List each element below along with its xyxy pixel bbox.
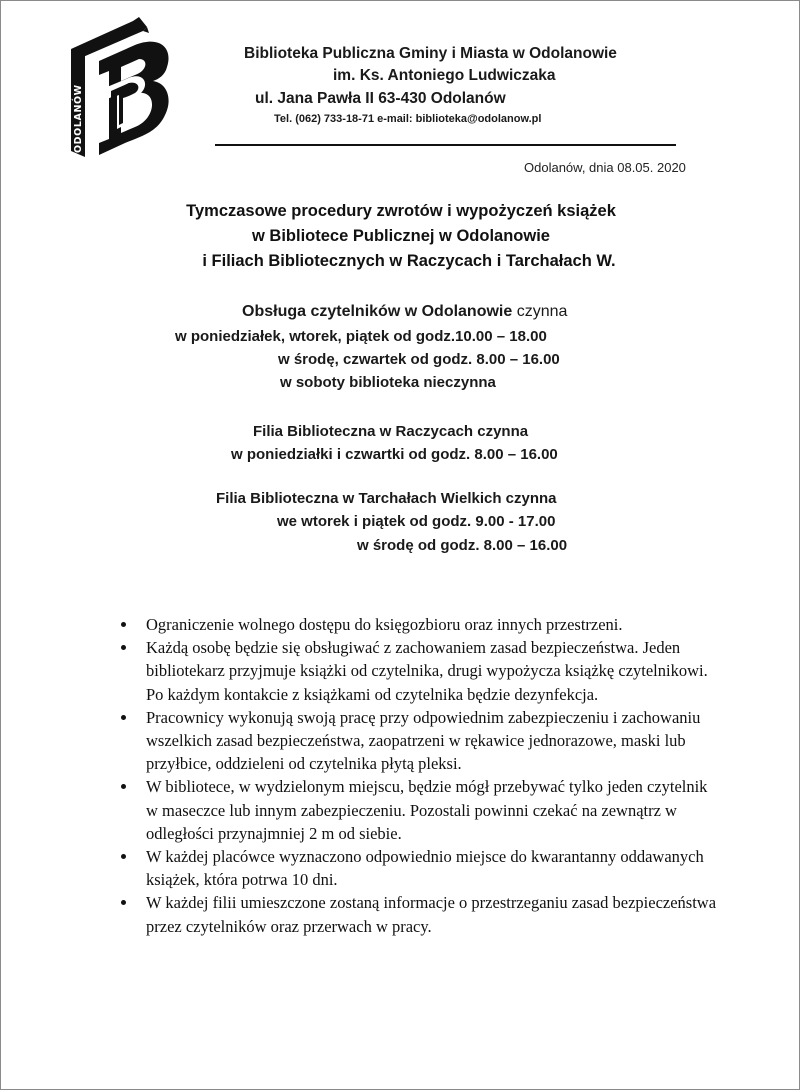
rule-item: [117, 613, 717, 636]
library-patron: im. Ks. Antoniego Ludwiczaka: [333, 67, 556, 84]
bullet-icon: [121, 622, 126, 627]
library-logo: [69, 15, 175, 159]
library-address: ul. Jana Pawła II 63-430 Odolanów: [255, 90, 506, 107]
rule-item: [117, 636, 717, 706]
rule-text: W bibliotece, w wydzielonym miejscu, będzie mógł przebywać tylko jeden czytelnik w maseczce lub innym zabezpieczeniu. Pozostali powinni czekać na zewnątrz w odległości przynajmniej 2 m od siebie.: [146, 777, 708, 843]
rule-item: [117, 845, 717, 891]
bullet-icon: [121, 645, 126, 650]
library-name: Biblioteka Publiczna Gminy i Miasta w Odolanowie: [244, 45, 617, 62]
odolanow-heading-bold: Obsługa czytelników w Odolanowie: [242, 303, 513, 320]
bullet-icon: [121, 854, 126, 859]
rule-text: W każdej placówce wyznaczono odpowiednio miejsce do kwarantanny oddawanych książek, która potrwa 10 dni.: [146, 847, 704, 890]
raczyce-hours-line: w poniedziałki i czwartki od godz. 8.00 – 16.00: [231, 446, 558, 463]
procedure-rules-list: [117, 613, 717, 938]
odolanow-hours-heading: [242, 303, 567, 321]
rule-item: [117, 706, 717, 776]
logo-spine-text: ODOLANÓW: [73, 84, 84, 153]
rule-text: W każdej filii umieszczone zostaną informacje o przestrzeganiu zasad bezpieczeństwa przez czytelników oraz przerwach w pracy.: [146, 893, 717, 936]
odolanow-hours-line: w środę, czwartek od godz. 8.00 – 16.00: [278, 351, 560, 368]
rule-item: [117, 775, 717, 845]
rule-text: Pracownicy wykonują swoją pracę przy odpowiednim zabezpieczeniu i zachowaniu wszelkich zasad bezpieczeństwa, zaopatrzeni w rękawice jednorazowe, maski lub przyłbice, oddzieleni od czytelnika płytą pleksi.: [146, 707, 701, 774]
document-date: Odolanów, dnia 08.05. 2020: [524, 160, 686, 175]
tarchaly-hours-line: we wtorek i piątek od godz. 9.00 - 17.00: [277, 513, 556, 530]
rule-item: [117, 891, 717, 937]
bullet-icon: [121, 715, 126, 720]
odolanow-heading-suffix: czynna: [512, 303, 568, 320]
header-divider: [215, 144, 676, 146]
bullet-icon: [121, 784, 126, 789]
tarchaly-hours-line: w środę od godz. 8.00 – 16.00: [357, 537, 568, 554]
document-title-line-1: Tymczasowe procedury zwrotów i wypożyczeń książek: [186, 202, 616, 220]
library-contact: Tel. (062) 733-18-71 e-mail: biblioteka@odolanow.pl: [274, 113, 542, 125]
odolanow-hours-line: w soboty biblioteka nieczynna: [280, 374, 496, 391]
tarchaly-hours-heading: Filia Biblioteczna w Tarchałach Wielkich czynna: [216, 490, 557, 507]
document-title-line-3: i Filiach Bibliotecznych w Raczycach i Tarchałach W.: [202, 252, 616, 270]
raczyce-hours-heading: Filia Biblioteczna w Raczycach czynna: [253, 423, 529, 440]
rule-text: Każdą osobę będzie się obsługiwać z zachowaniem zasad bezpieczeństwa. Jeden bibliotekarz przyjmuje książki od czytelnika, drugi wypożycza książkę czytelnikowi. Po każdym kontakcie z książkami od czytelnika będzie dezynfekcja.: [146, 638, 708, 704]
logo-letter-b: [99, 42, 169, 155]
rule-text: Ograniczenie wolnego dostępu do księgozbioru oraz innych przestrzeni.: [146, 615, 623, 634]
odolanow-hours-line: w poniedziałek, wtorek, piątek od godz.10.00 – 18.00: [175, 328, 547, 345]
document-title-line-2: w Bibliotece Publicznej w Odolanowie: [252, 227, 550, 245]
bullet-icon: [121, 900, 126, 905]
